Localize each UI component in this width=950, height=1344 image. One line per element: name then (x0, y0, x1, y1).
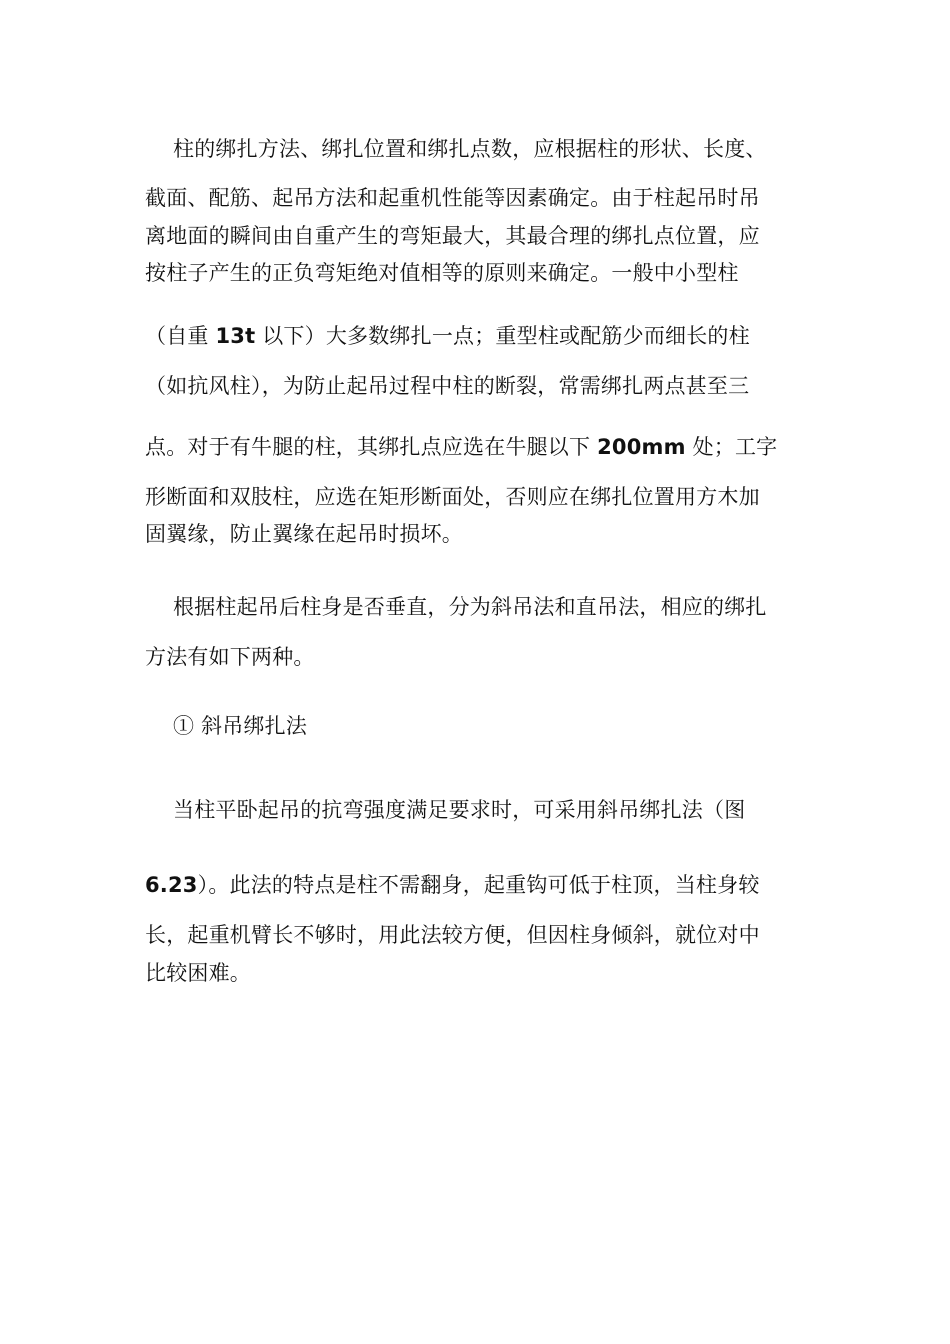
paragraph-1-line-6: （如抗风柱），为防止起吊过程中柱的断裂，常需绑扎两点甚至三 (145, 374, 750, 398)
paragraph-1-line-1: 柱的绑扎方法、绑扎位置和绑扎点数，应根据柱的形状、长度、 (173, 137, 767, 161)
paragraph-1-line-8: 形断面和双肢柱，应选在矩形断面处，否则应在绑扎位置用方木加 (145, 485, 760, 509)
paragraph-1-line-5-text-a: （自重 (145, 324, 216, 348)
paragraph-1-line-2: 截面、配筋、起吊方法和起重机性能等因素确定。由于柱起吊时吊 (145, 186, 760, 210)
paragraph-1-line-9: 固翼缘，防止翼缘在起吊时损坏。 (145, 522, 463, 546)
section-heading: ① 斜吊绑扎法 (173, 714, 308, 738)
paragraph-1-line-3: 离地面的瞬间由自重产生的弯矩最大，其最合理的绑扎点位置，应 (145, 224, 760, 248)
paragraph-2-line-2: 方法有如下两种。 (145, 645, 315, 669)
paragraph-1-line-5-text-b: 以下）大多数绑扎一点；重型柱或配筋少而细长的柱 (255, 324, 750, 348)
figure-reference: 6.23 (145, 873, 198, 897)
paragraph-3-line-2 (145, 873, 760, 897)
paragraph-1-line-7-text-b: 处；工字 (685, 435, 778, 459)
paragraph-3-line-3: 长，起重机臂长不够时，用此法较方便，但因柱身倾斜，就位对中 (145, 923, 760, 947)
paragraph-1-line-7-text-a: 点。对于有牛腿的柱，其绑扎点应选在牛腿以下 (145, 435, 598, 459)
paragraph-2-line-1: 根据柱起吊后柱身是否垂直，分为斜吊法和直吊法，相应的绑扎 (173, 595, 767, 619)
paragraph-3-line-1: 当柱平卧起吊的抗弯强度满足要求时，可采用斜吊绑扎法（图 (173, 798, 746, 822)
paragraph-1-line-4: 按柱子产生的正负弯矩绝对值相等的原则来确定。一般中小型柱 (145, 261, 739, 285)
paragraph-1-line-7 (145, 435, 777, 459)
paragraph-3-line-4: 比较困难。 (145, 961, 251, 985)
paragraph-3-line-2-text: ）。此法的特点是柱不需翻身，起重钩可低于柱顶，当柱身较 (197, 873, 760, 897)
weight-value: 13t (215, 324, 256, 348)
paragraph-1-line-5 (145, 324, 750, 348)
distance-value: 200mm (597, 435, 686, 459)
